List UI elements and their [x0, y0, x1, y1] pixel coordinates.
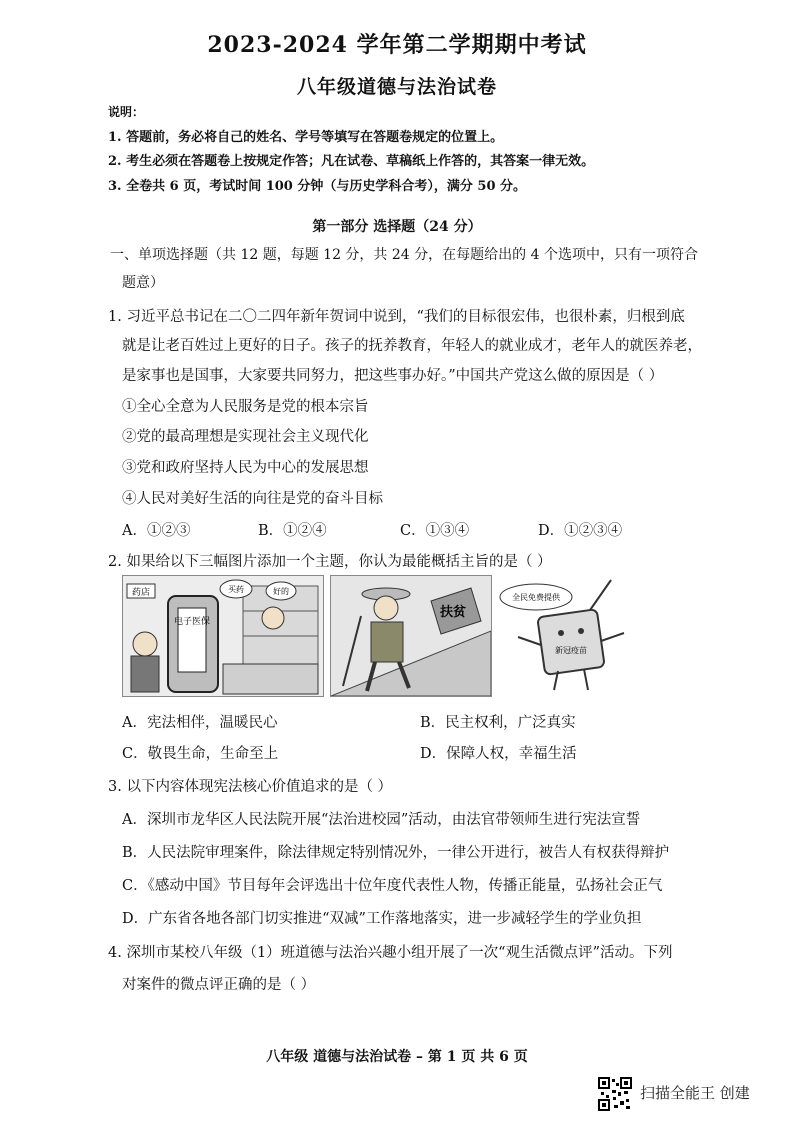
- section-instruction: 题意）: [122, 275, 164, 291]
- question-1-option-d: D．①②③④: [538, 523, 623, 539]
- question-1-statement: ②党的最高理想是实现社会主义现代化: [122, 429, 369, 445]
- question-1-statement: ①全心全意为人民服务是党的根本宗旨: [122, 399, 369, 415]
- cartoon-label: 新冠疫苗: [555, 646, 587, 655]
- question-4-text: 对案件的微点评正确的是（ ）: [122, 977, 316, 993]
- note-item: 3. 全卷共 6 页，考试时间 100 分钟（与历史学科合考），满分 50 分。: [108, 179, 527, 194]
- cartoon-label: 药店: [131, 588, 151, 598]
- note-item: 1. 答题前，务必将自己的姓名、学号等填写在答题卷规定的位置上。: [108, 130, 504, 145]
- cartoon-label: 好的: [273, 587, 289, 596]
- question-1-text: 1. 习近平总书记在二〇二四年新年贺词中说到，“我们的目标很宏伟，也很朴素，归根到底: [108, 309, 685, 325]
- question-1-statement: ④人民对美好生活的向往是党的奋斗目标: [122, 491, 383, 507]
- cartoon-poverty-alleviation: [330, 575, 492, 697]
- question-2-option-d: D．保障人权，幸福生活: [420, 746, 577, 762]
- section-title: 第一部分 选择题（24 分）: [312, 219, 482, 235]
- cartoon-electronic-medical-insurance: [122, 575, 324, 697]
- exam-subtitle: 八年级道德与法治试卷: [296, 76, 497, 98]
- question-1-statement: ③党和政府坚持人民为中心的发展思想: [122, 460, 369, 476]
- qr-code-icon: [598, 1077, 632, 1111]
- note-item: 2. 考生必须在答题卷上按规定作答；凡在试卷、草稿纸上作答的，其答案一律无效。: [108, 154, 595, 169]
- cartoon-label: 电子医保: [173, 617, 211, 627]
- question-3-text: 3. 以下内容体现宪法核心价值追求的是（ ）: [108, 779, 393, 795]
- cartoon-label: 全民免费提供: [512, 593, 560, 602]
- question-1-option-c: C．①③④: [400, 523, 470, 539]
- question-3-option-d: D．广东省各地各部门切实推进“双减”工作落地落实，进一步减轻学生的学业负担: [122, 911, 642, 927]
- cartoon-free-vaccine: [496, 575, 646, 695]
- page-footer: 八年级 道德与法治试卷 – 第 1 页 共 6 页: [266, 1049, 528, 1065]
- question-3-option-c: C．《感动中国》节目每年会评选出十位年度代表性人物，传播正能量，弘扬社会正气: [122, 878, 663, 894]
- question-1-text: 是家事也是国事，大家要共同努力，把这些事办好。”中国共产党这么做的原因是（ ）: [122, 368, 664, 384]
- scanner-watermark: 扫描全能王 创建: [640, 1084, 750, 1102]
- question-2-option-c: C．敬畏生命，生命至上: [122, 746, 279, 762]
- question-3-option-b: B．人民法院审理案件，除法律规定特别情况外，一律公开进行，被告人有权获得辩护: [122, 845, 670, 861]
- question-4-text: 4. 深圳市某校八年级（1）班道德与法治兴趣小组开展了一次“观生活微点评”活动。下列: [108, 945, 673, 961]
- cartoon-label: 买药: [228, 585, 244, 594]
- question-2-option-b: B．民主权利，广泛真实: [420, 715, 576, 731]
- question-2-option-a: A．宪法相伴，温暖民心: [122, 715, 278, 731]
- cartoon-label: 扶贫: [439, 605, 467, 620]
- question-1-text: 就是让老百姓过上更好的日子。孩子的抚养教育，年轻人的就业成才，老年人的就医养老，: [122, 338, 702, 354]
- notes-heading: 说明：: [108, 105, 145, 119]
- exam-title: 2023-2024 学年第二学期期中考试: [207, 32, 587, 58]
- question-1-option-a: A．①②③: [122, 523, 191, 539]
- section-instruction: 一、单项选择题（共 12 题，每题 12 分，共 24 分，在每题给出的 4 个选项中，只有一项符合: [110, 247, 698, 263]
- question-3-option-a: A．深圳市龙华区人民法院开展“法治进校园”活动，由法官带领师生进行宪法宣誓: [122, 812, 641, 828]
- question-2-text: 2. 如果给以下三幅图片添加一个主题，你认为最能概括主旨的是（ ）: [108, 554, 552, 570]
- question-1-option-b: B．①②④: [258, 523, 327, 539]
